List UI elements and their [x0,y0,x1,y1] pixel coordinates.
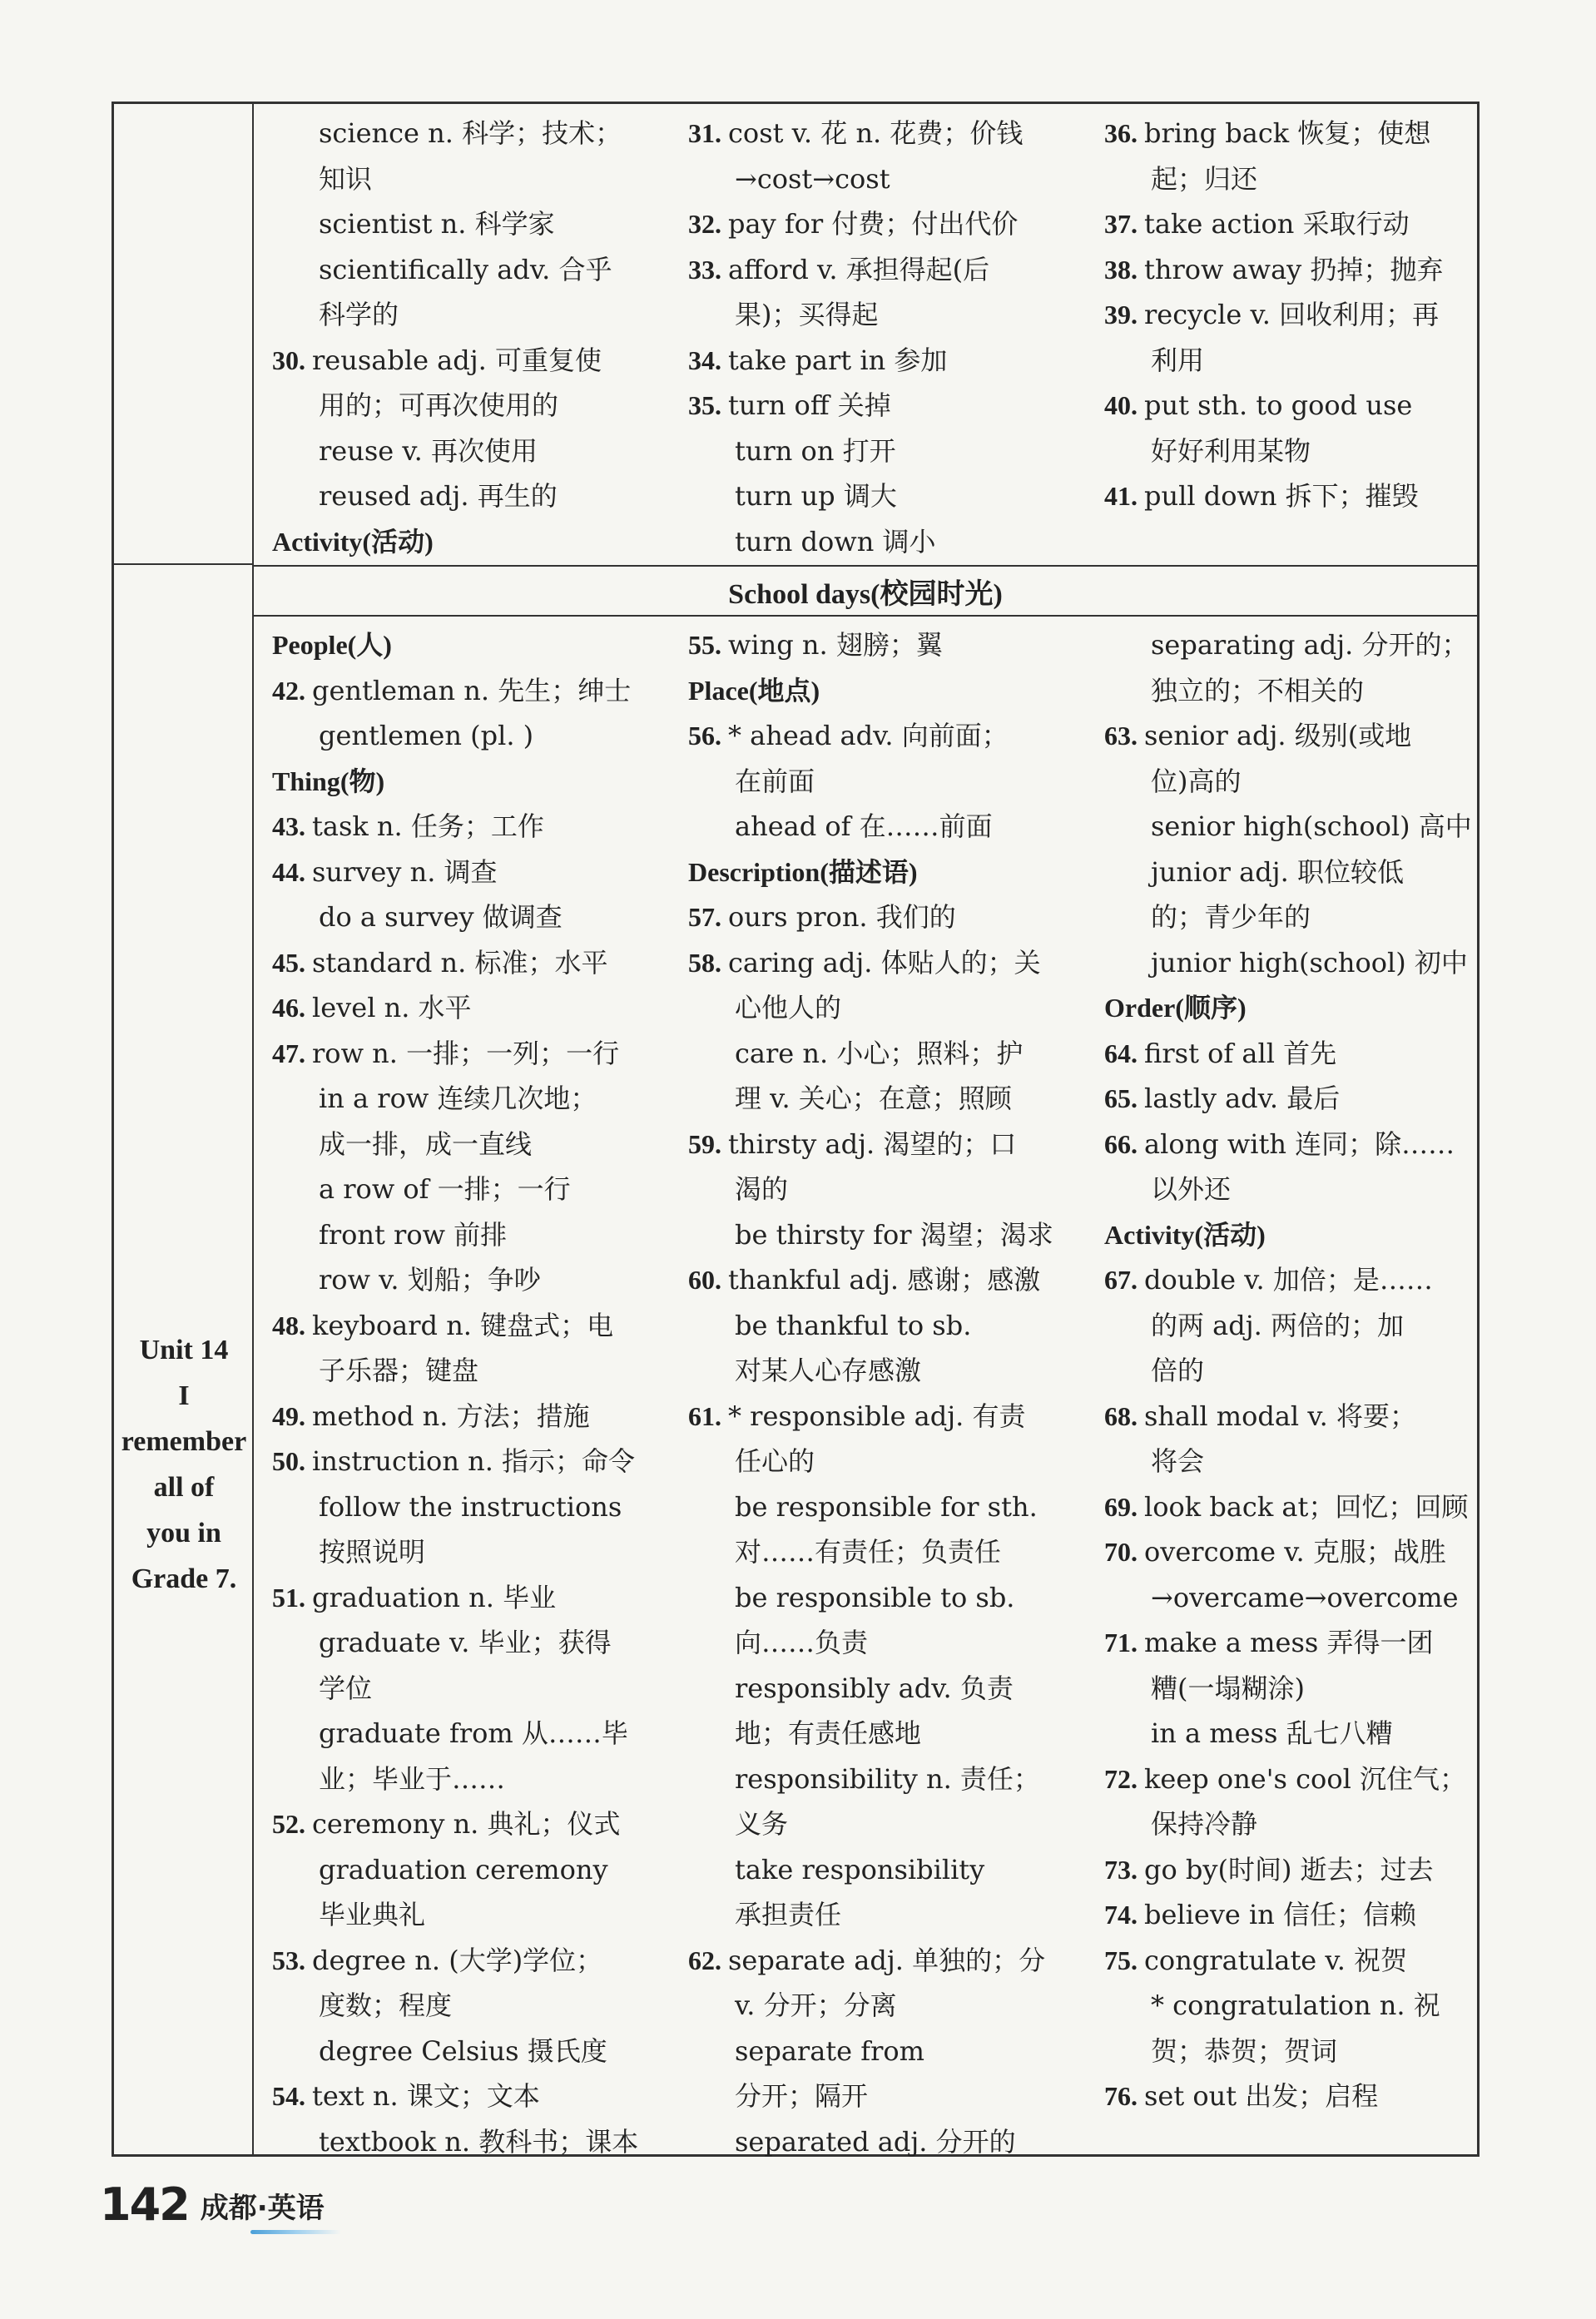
vocab-line: 的两 adj. 两倍的；加 [1151,1309,1405,1341]
vocab-line: be responsible for sth. [735,1490,1038,1523]
vocab-line: Place(地点) [688,675,820,706]
main-column-3 [1104,622,1472,2119]
unit-label-line: all of [153,1472,215,1503]
vocab-line: 度数；程度 [319,1989,453,2021]
vocab-line: 学位 [319,1672,373,1704]
vocab-line: row v. 划船；争吵 [319,1264,541,1296]
vocab-line: a row of 一排；一行 [319,1173,571,1205]
vocab-line: separate from [735,2034,925,2067]
vocab-line: Description(描述语) [688,856,918,887]
vocab-line: junior adj. 职位较低 [1151,855,1404,888]
vocab-line: 68. shall modal v. 将要； [1104,1400,1416,1432]
vocab-line: 53. degree n. (大学)学位； [272,1944,603,1976]
vocab-line: 独立的；不相关的 [1151,674,1365,706]
vocab-line: 55. wing n. 翅膀；翼 [688,629,943,661]
vocab-line: 倍的 [1151,1355,1205,1386]
vocab-line: ahead of 在……前面 [735,810,993,842]
vocab-line: senior high(school) 高中 [1151,810,1472,842]
vocab-line: 50. instruction n. 指示；命令 [272,1445,636,1477]
vocab-line: textbook n. 教科书；课本 [319,2125,639,2158]
vocab-line: 在前面 [735,765,815,797]
vocab-line: 71. make a mess 弄得一团 [1104,1627,1434,1658]
top-column-1 [272,111,622,564]
vocab-line: 科学的 [319,299,399,330]
book-title: 成都·英语 [201,2185,325,2226]
vocab-line: 32. pay for 付费；付出代价 [688,208,1019,240]
vocab-line: in a mess 乱七八糟 [1151,1717,1393,1749]
page-number: 142 [100,2178,189,2231]
vocab-line: 57. ours pron. 我们的 [688,901,956,933]
vocab-line: 73. go by(时间) 逝去；过去 [1104,1853,1434,1885]
vocab-line: 对……有责任；负责任 [735,1536,1002,1568]
vocab-line: scientifically adv. 合乎 [319,253,612,285]
vocab-line: 承担责任 [735,1899,842,1930]
vocab-line: 贺；恭贺；贺词 [1151,2034,1338,2067]
vocab-line: 70. overcome v. 克服；战胜 [1104,1536,1446,1568]
vocab-line: 44. survey n. 调查 [272,855,498,888]
vocab-line: follow the instructions [319,1490,622,1523]
vocab-line: 义务 [735,1808,789,1840]
vocab-line: Order(顺序) [1104,993,1247,1023]
vocab-line: separated adj. 分开的 [735,2125,1016,2158]
vocab-line: 用的；可再次使用的 [319,389,559,421]
vocab-line: 起；归还 [1151,162,1258,195]
vocab-line: 49. method n. 方法；措施 [272,1400,590,1432]
vocab-line: Activity(活动) [1104,1219,1266,1250]
vocab-line: 62. separate adj. 单独的；分 [688,1944,1046,1976]
vocab-line: 子乐器；键盘 [319,1355,479,1386]
vocab-line: 知识 [319,162,373,195]
top-column-2 [688,111,1023,564]
vocab-line: graduation ceremony [319,1853,608,1885]
vocab-line: be thankful to sb. [735,1309,972,1341]
vocab-line: 48. keyboard n. 键盘式；电 [272,1309,614,1341]
vocab-line: be thirsty for 渴望；渴求 [735,1218,1053,1251]
unit-label-line: remember [121,1426,247,1457]
vocab-line: 心他人的 [735,992,842,1023]
vocab-line: science n. 科学；技术； [319,117,622,149]
vocab-line: People(人) [272,630,392,660]
unit-divider [114,563,254,565]
vocab-line: v. 分开；分离 [735,1989,897,2021]
vocab-line: 46. level n. 水平 [272,992,472,1023]
vocab-line: gentlemen (pl. ) [319,720,534,751]
main-column-2 [688,622,1053,2164]
vocab-line: 40. put sth. to good use [1104,389,1413,421]
vocab-line: 30. reusable adj. 可重复使 [272,344,602,376]
vocab-line: 35. turn off 关掉 [688,389,891,421]
vocab-line: 31. cost v. 花 n. 花费；价钱 [688,117,1024,149]
vocab-line: 45. standard n. 标准；水平 [272,946,608,979]
vocab-line: 分开；隔开 [735,2080,869,2112]
vocab-line: 58. caring adj. 体贴人的；关 [688,946,1041,979]
vocab-line: * congratulation n. 祝 [1151,1989,1440,2021]
vocab-line: 54. text n. 课文；文本 [272,2080,540,2112]
unit-label-line: I [178,1380,190,1411]
vocab-line: 理 v. 关心；在意；照顾 [735,1083,1012,1114]
vocab-line: take responsibility [735,1853,985,1885]
vocab-line: 52. ceremony n. 典礼；仪式 [272,1808,621,1840]
top-column-3 [1104,111,1443,519]
vocab-line: in a row 连续几次地； [319,1083,597,1114]
vocab-line: 67. double v. 加倍；是…… [1104,1264,1433,1296]
vocab-line: 47. row n. 一排；一列；一行 [272,1037,620,1069]
vocab-line: 位)高的 [1151,765,1242,797]
vocab-line: 业；毕业于…… [319,1762,506,1795]
vocab-line: graduate from 从……毕 [319,1717,628,1749]
vocab-line: 56. * ahead adv. 向前面； [688,720,1009,751]
main-column-1 [272,622,638,2164]
vocab-line: 渴的 [735,1173,789,1205]
unit-label [114,1327,254,1602]
unit-label-line: Unit 14 [139,1335,229,1365]
vocab-line: 76. set out 出发；启程 [1104,2080,1379,2112]
vocab-line: 51. graduation n. 毕业 [272,1581,557,1613]
vocab-line: 毕业典礼 [319,1899,426,1930]
vocab-line: responsibly adv. 负责 [735,1672,1014,1704]
vocab-line: 59. thirsty adj. 渴望的；口 [688,1127,1017,1160]
page-footer [100,2178,325,2231]
vocab-line: 39. recycle v. 回收利用；再 [1104,299,1440,330]
vocab-line: →overcame→overcome [1151,1581,1459,1613]
vocab-line: 33. afford v. 承担得起(后 [688,253,990,285]
vocab-line: 74. believe in 信任；信赖 [1104,1899,1417,1930]
vocab-line: 42. gentleman n. 先生；绅士 [272,674,632,706]
vocab-line: degree Celsius 摄氏度 [319,2034,607,2067]
vocab-line: 地；有责任感地 [735,1717,922,1749]
vocab-line: scientist n. 科学家 [319,208,555,240]
vocab-line: 34. take part in 参加 [688,344,948,376]
vocab-line: 按照说明 [319,1536,426,1568]
vocab-line: Activity(活动) [272,526,434,557]
vocab-line: 保持冷静 [1151,1808,1258,1840]
vocab-line: 好好利用某物 [1151,434,1311,467]
vocab-line: →cost→cost [735,162,890,195]
vocab-line: 61. * responsible adj. 有责 [688,1400,1026,1432]
vocab-line: care n. 小心；照料；护 [735,1037,1024,1069]
vocab-line: turn on 打开 [735,434,896,467]
vocab-line: 以外还 [1151,1173,1232,1205]
vocab-line: 37. take action 采取行动 [1104,208,1410,240]
vocab-line: turn up 调大 [735,480,897,512]
vocab-line: 向……负责 [735,1627,869,1658]
vocab-line: do a survey 做调查 [319,901,563,933]
vocab-line: 利用 [1151,344,1205,376]
unit-label-line: you in [146,1518,221,1548]
vocab-line: 43. task n. 任务；工作 [272,810,544,842]
vocab-line: 60. thankful adj. 感谢；感激 [688,1264,1041,1296]
vocab-line: 64. first of all 首先 [1104,1037,1337,1069]
vocab-line: 41. pull down 拆下；摧毁 [1104,480,1419,512]
vocab-line: 66. along with 连同；除…… [1104,1127,1455,1160]
vocab-line: reused adj. 再生的 [319,480,558,512]
vocab-line: responsibility n. 责任； [735,1762,1040,1795]
vocab-line: Thing(物) [272,766,385,796]
vocab-line: 38. throw away 扔掉；抛弃 [1104,253,1444,285]
vocab-line: 成一排，成一直线 [319,1127,533,1160]
unit-label-line: Grade 7. [131,1563,237,1594]
vocab-line: 任心的 [735,1445,815,1477]
vocab-line: 果)；买得起 [735,299,879,330]
vocab-line: 将会 [1151,1445,1205,1477]
vocab-line: turn down 调小 [735,525,936,557]
vocab-line: graduate v. 毕业；获得 [319,1627,612,1658]
vocab-line: 69. look back at；回忆；回顾 [1104,1490,1469,1523]
vocab-line: 糟(一塌糊涂) [1151,1672,1305,1704]
vocab-line: 72. keep one's cool 沉住气； [1104,1762,1466,1795]
vocabulary-table [112,102,1480,2157]
vocab-line: 对某人心存感激 [735,1355,922,1386]
section-title: School days(校园时光) [254,567,1477,617]
vocab-line: reuse v. 再次使用 [319,434,538,467]
vocab-line: be responsible to sb. [735,1581,1015,1613]
vocab-line: 75. congratulate v. 祝贺 [1104,1944,1408,1976]
vocab-line: 63. senior adj. 级别(或地 [1104,720,1412,751]
vocab-line: 36. bring back 恢复；使想 [1104,117,1431,149]
unit-column [114,104,254,2154]
vocab-line: junior high(school) 初中 [1151,946,1468,979]
vocab-line: 65. lastly adv. 最后 [1104,1083,1341,1114]
vocab-line: separating adj. 分开的； [1151,629,1469,661]
vocab-line: 的；青少年的 [1151,901,1311,933]
vocab-line: front row 前排 [319,1218,508,1251]
